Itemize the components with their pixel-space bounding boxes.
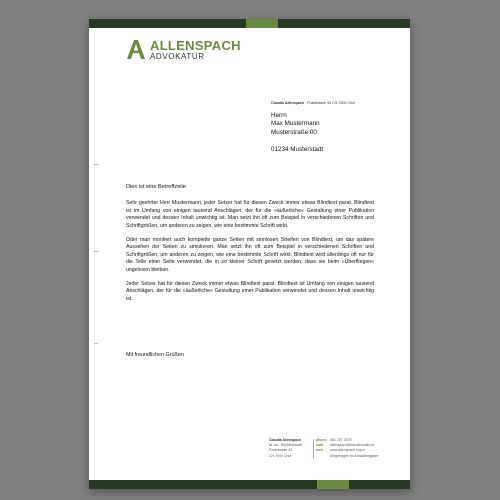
recipient-street: Musterstraße 00 xyxy=(271,128,317,136)
footer-label: mail xyxy=(316,443,324,448)
footer-city: CH-7000 Chur xyxy=(269,453,292,458)
recipient-address xyxy=(271,112,323,154)
footer-mail: allenspach@iba-advocati.ch xyxy=(330,443,374,448)
closing-line: Mit freundlichen Grüßen xyxy=(126,352,184,358)
logo-name: ALLENSPACH xyxy=(150,38,241,53)
footer-values xyxy=(330,438,378,459)
punch-mark xyxy=(94,251,98,252)
body-paragraph: Sehr geehrter Herr Mustermann, jeder Setzer hat für diesen Zweck immer etwas Blindtext parat. Blindtext ist im Umfang von einigen tausend Anschlägen, der für die »äußerliche« Gestaltung einer Publikation verwendet und dessen Inhalt unwichtig ist. Man setzt ihn oft zum Beispiel in verschiedenen Schriften und Schriftgrößen, um anderen zu zeigen, wie eine bestimmte Schrift wirkt. xyxy=(126,200,374,229)
body-paragraph: Oder man montiert auch komplette ganze Seiten mit sinnlosen Streifen von Blindtext, um das spätere Aussehen der Seiten zu simulieren. Man setzt ihn oft zum Beispiel in verschiedenen Schriften und Schriftgrößen, um anderen zu zeigen, wie eine bestimmte Schrift wirkt. Blindtext wird allerdings oft nur für die Teile einer Seite verwendet, die in so kleiner Schrift gesetzt werden, dass sie beim »Überfliegen« ungelesen bleiben. xyxy=(126,236,374,273)
body-paragraph: Jeder Setzer hat für diesen Zweck immer etwas Blindtext parat. Blindtext ist Umfang von einigen tausend Anschlägen, der für die »äußerliche« Gestaltung einer Publikation verwendet und dessen Inhalt unwichtig ist. xyxy=(126,280,374,302)
footer-web: www.allenspach.org/ur xyxy=(330,448,366,453)
top-color-band xyxy=(89,19,410,28)
sender-address: Poststrasse 43 CH-7000 Chur xyxy=(307,101,356,105)
recipient-name: Max Mustermann xyxy=(271,120,320,128)
footer-divider xyxy=(313,439,314,458)
bottom-color-band xyxy=(89,480,410,489)
footer-title: lic. iur., Rechtsanwalt xyxy=(269,443,302,448)
fold-mark xyxy=(94,343,98,344)
a-monogram-icon xyxy=(126,39,147,60)
footer-name: Claudia Allenspach xyxy=(269,438,302,442)
footer-register: Eingetragen im Anwaltsregister xyxy=(330,453,379,458)
logo-subtitle: ADVOKATUR xyxy=(150,52,205,61)
recipient-salutation: Herrn xyxy=(271,112,287,119)
footer-label: phone xyxy=(316,438,327,442)
footer-label: web xyxy=(316,448,323,453)
fold-mark xyxy=(94,164,98,165)
footer-phone: 081 257 25 87 xyxy=(330,438,353,442)
letterhead-page xyxy=(89,19,410,489)
letter-body xyxy=(126,200,374,310)
sender-name: Claudia Allenspach xyxy=(271,101,305,105)
subject-line: Dies ist eine Betreffzeile xyxy=(126,184,186,190)
footer-street: Poststrasse 43 xyxy=(269,448,293,453)
footer-labels xyxy=(316,438,327,454)
recipient-city: 01234 Musterstadt xyxy=(271,145,324,153)
sender-return-line: Claudia Allenspach · Poststrasse 43 CH-7000 Chur xyxy=(271,101,356,105)
footer-address xyxy=(269,438,302,459)
company-logo xyxy=(126,39,241,61)
